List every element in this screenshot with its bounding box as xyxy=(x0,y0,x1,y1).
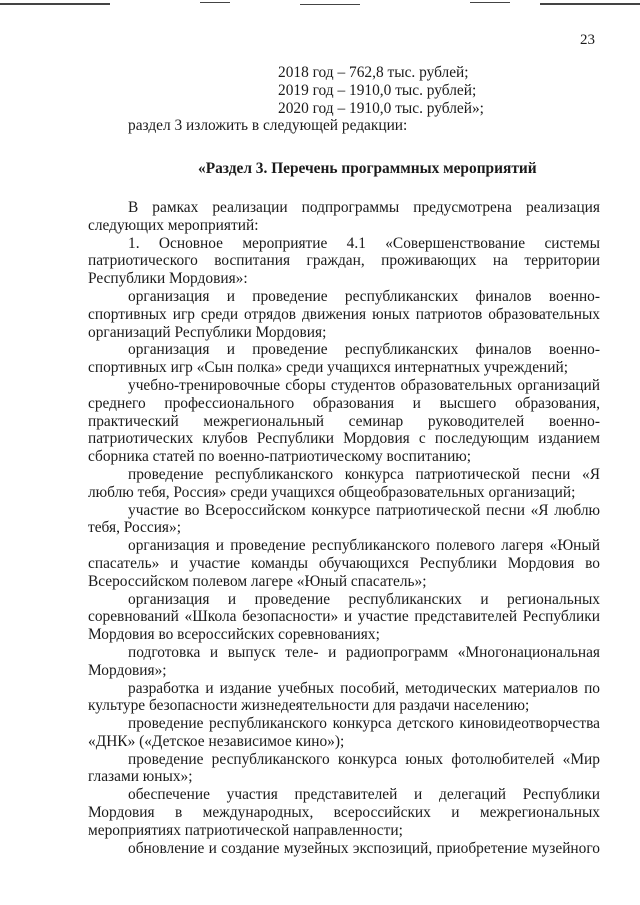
paragraph: учебно-тренировочные сборы студентов образовательных организаций среднего профессионального образования и высшего образования, практический межрегиональный семинар руководителей военно-патриотических клубов Республики Мордовия с последующим изданием сборника статей по военно-патриотическому воспитанию; xyxy=(88,376,600,466)
paragraph: обеспечение участия представителей и делегаций Республики Мордовия в международных, всероссийских и межрегиональных мероприятиях патриотической направленности; xyxy=(88,786,600,839)
paragraph: организация и проведение республиканских финалов военно-спортивных игр среди отрядов движения юных патриотов образовательных организаций Республики Мордовия; xyxy=(88,287,600,341)
scan-edge-artifact xyxy=(0,0,640,10)
paragraph: проведение республиканского конкурса юных фотолюбителей «Мир глазами юных»; xyxy=(88,750,600,786)
page-number: 23 xyxy=(580,32,595,48)
paragraph: обновление и создание музейных экспозиций, приобретение музейного xyxy=(128,839,600,857)
budget-line: 2020 год – 1910,0 тыс. рублей»; xyxy=(278,99,484,117)
paragraph: проведение республиканского конкурса детского киновидеотворчества «ДНК» («Детское независимое кино»); xyxy=(88,715,600,750)
budget-line: 2019 год – 1910,0 тыс. рублей; xyxy=(278,81,477,99)
paragraph: участие во Всероссийском конкурсе патриотической песни «Я люблю тебя, Россия»; xyxy=(88,501,600,537)
paragraph: организация и проведение республиканских и региональных соревнований «Школа безопасности» и участие представителей Республики Мордовия во всероссийских соревнованиях; xyxy=(88,590,600,644)
paragraph: разработка и издание учебных пособий, методических материалов по культуре безопасности жизнедеятельности для раздачи населению; xyxy=(88,679,600,715)
document-body xyxy=(88,64,600,857)
paragraph: организация и проведение республиканских финалов военно-спортивных игр «Сын полка» среди учащихся интернатных учреждений; xyxy=(88,341,600,377)
paragraph: проведение республиканского конкурса патриотической песни «Я люблю тебя, Россия» среди учащихся общеобразовательных организаций; xyxy=(88,465,600,501)
paragraph: организация и проведение республиканского полевого лагеря «Юный спасатель» и участие команды обучающихся Республики Мордовия во Всероссийском полевом лагере «Юный спасатель»; xyxy=(88,537,600,590)
paragraph: подготовка и выпуск теле- и радиопрограмм «Многонациональная Мордовия»; xyxy=(88,643,600,679)
section-heading: «Раздел 3. Перечень программных мероприятий xyxy=(198,160,537,178)
paragraph: В рамках реализации подпрограммы предусмотрена реализация следующих мероприятий: xyxy=(88,198,600,234)
paragraph: 1. Основное мероприятие 4.1 «Совершенствование системы патриотического воспитания граждан, проживающих на территории Республики Мордовия»: xyxy=(88,234,600,288)
section-intro: раздел 3 изложить в следующей редакции: xyxy=(128,117,408,135)
budget-line: 2018 год – 762,8 тыс. рублей; xyxy=(278,64,469,81)
